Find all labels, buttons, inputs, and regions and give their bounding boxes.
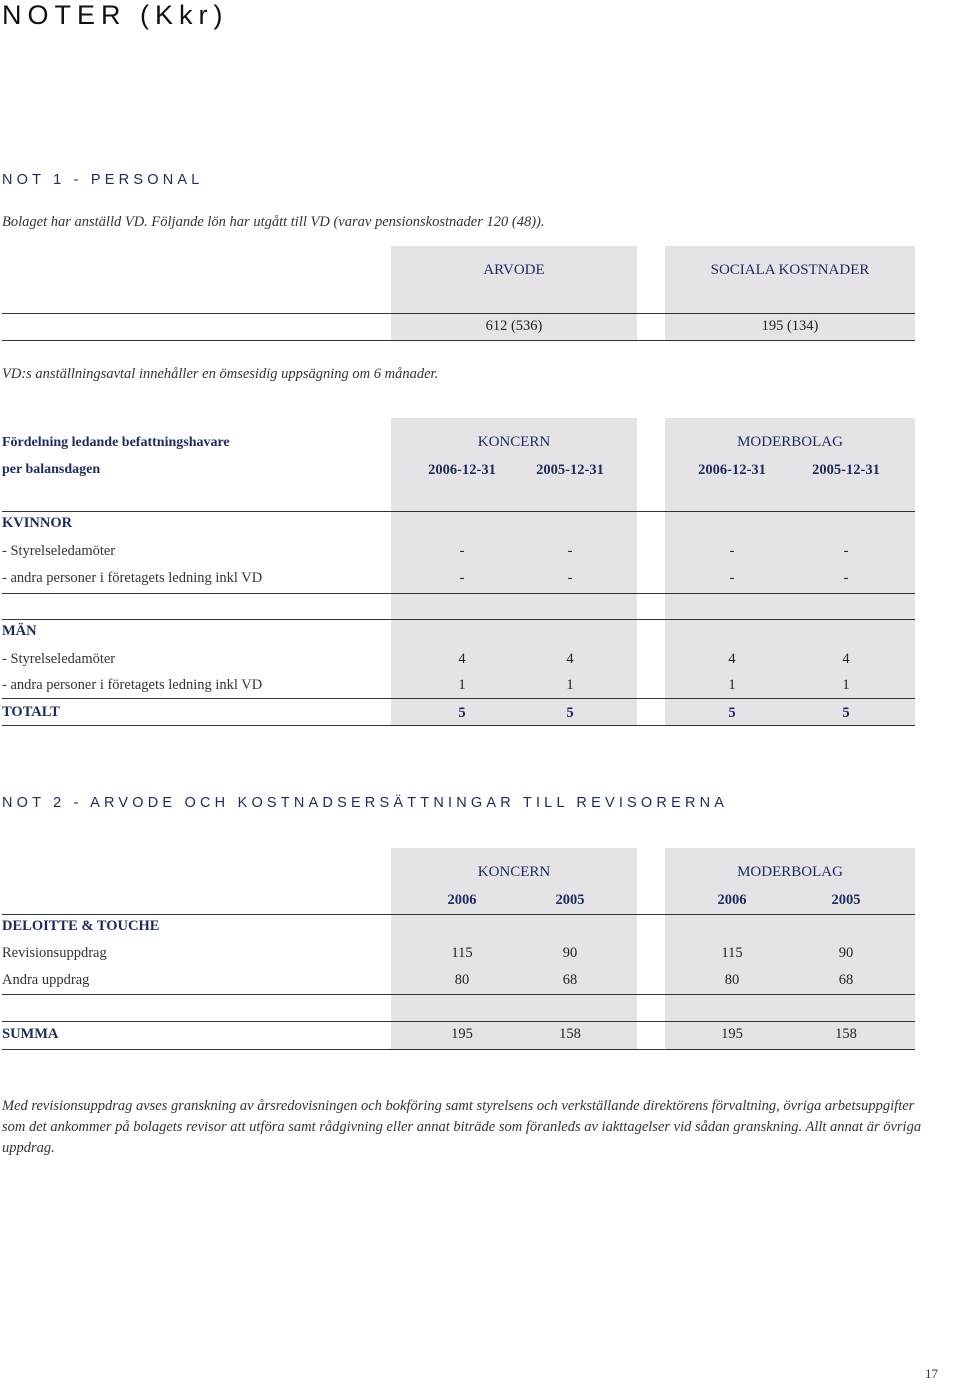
row-value: 115 <box>451 945 473 961</box>
summa-value: 195 <box>451 1026 473 1042</box>
row-value: 80 <box>454 972 470 988</box>
summa-value: 195 <box>721 1026 743 1042</box>
row-label: - andra personer i företagets ledning inkl VD <box>2 570 263 586</box>
deloitte-group-label: DELOITTE & TOUCHE <box>2 918 160 934</box>
divider <box>2 1021 915 1022</box>
row-value: - <box>459 543 465 559</box>
row-value: 1 <box>566 677 574 693</box>
row-value: 80 <box>724 972 740 988</box>
date-header: 2005-12-31 <box>536 462 604 478</box>
summa-value: 158 <box>559 1026 581 1042</box>
divider <box>2 725 915 726</box>
not2-footnote: Med revisionsuppdrag avses granskning av årsredovisningen och bokföring samt styrelsens och verkställande direktörens förvaltning, övriga arbetsuppgifter som det ankommer på bolagets revisor att utföra samt rådgivning eller annat biträde som föranleds av iakttagelser vid sådan granskning. Allt annat är övriga uppdrag. <box>2 1098 922 1156</box>
col-sociala-header: SOCIALA KOSTNADER <box>710 262 870 278</box>
totalt-value: 5 <box>842 705 850 721</box>
divider <box>2 1049 915 1050</box>
date-header: 2005-12-31 <box>812 462 880 478</box>
row-value: 68 <box>562 972 578 988</box>
row-value: 90 <box>838 945 854 961</box>
moderbolag-header: MODERBOLAG <box>737 864 843 880</box>
totalt-value: 5 <box>728 705 736 721</box>
row-label: Andra uppdrag <box>2 972 90 988</box>
koncern-header: KONCERN <box>477 864 551 880</box>
row-value: 4 <box>842 651 850 667</box>
kvinnor-group-label: KVINNOR <box>2 515 73 531</box>
fordelning-label-1: Fördelning ledande befattningshavare <box>2 435 230 450</box>
totalt-value: 5 <box>566 705 574 721</box>
not1-heading: NOT 1 - PERSONAL <box>2 172 204 188</box>
row-label: - andra personer i företagets ledning inkl VD <box>2 677 263 693</box>
divider <box>2 619 915 620</box>
not2-heading: NOT 2 - ARVODE OCH KOSTNADSERSÄTTNINGAR TILL REVISORERNA <box>2 795 729 811</box>
year-header: 2005 <box>831 892 861 908</box>
year-header: 2006 <box>717 892 747 908</box>
year-header: 2005 <box>555 892 585 908</box>
row-value: - <box>843 570 849 586</box>
row-value: 68 <box>838 972 854 988</box>
divider <box>2 593 915 594</box>
row-label: Revisionsuppdrag <box>2 945 107 961</box>
not1-intro: Bolaget har anställd VD. Följande lön har utgått till VD (varav pensionskostnader 120 (48)). <box>2 214 545 230</box>
row-value: 1 <box>458 677 466 693</box>
row-value: - <box>729 543 735 559</box>
row-value: 90 <box>562 945 578 961</box>
row-value: 1 <box>728 677 736 693</box>
divider <box>2 914 915 915</box>
divider <box>2 994 915 995</box>
page-number: 17 <box>925 1366 938 1381</box>
date-header: 2006-12-31 <box>698 462 766 478</box>
divider <box>2 313 915 314</box>
year-header: 2006 <box>447 892 477 908</box>
date-header: 2006-12-31 <box>428 462 496 478</box>
col-arvode-header: ARVODE <box>483 262 545 278</box>
row-value: 4 <box>728 651 736 667</box>
row-value: 115 <box>721 945 743 961</box>
row-value: - <box>843 543 849 559</box>
val-arvode: 612 (536) <box>485 318 543 334</box>
man-group-label: MÄN <box>2 623 37 639</box>
totalt-value: 5 <box>458 705 466 721</box>
not1-agreement: VD:s anställningsavtal innehåller en ömsesidig uppsägning om 6 månader. <box>2 366 439 382</box>
divider <box>2 511 915 512</box>
row-value: - <box>567 543 573 559</box>
divider <box>2 698 915 699</box>
divider <box>2 340 915 341</box>
row-value: - <box>567 570 573 586</box>
page-title: NOTER (Kkr) <box>2 0 229 30</box>
row-value: 4 <box>458 651 466 667</box>
row-label: - Styrelseledamöter <box>2 651 116 667</box>
summa-label: SUMMA <box>2 1026 59 1042</box>
row-value: 4 <box>566 651 574 667</box>
totalt-label: TOTALT <box>2 704 60 720</box>
fordelning-label-2: per balansdagen <box>2 462 101 477</box>
row-value: - <box>729 570 735 586</box>
row-label: - Styrelseledamöter <box>2 543 116 559</box>
moderbolag-header: MODERBOLAG <box>737 434 843 450</box>
row-value: 1 <box>842 677 850 693</box>
row-value: - <box>459 570 465 586</box>
summa-value: 158 <box>835 1026 857 1042</box>
koncern-header: KONCERN <box>477 434 551 450</box>
val-sociala: 195 (134) <box>761 318 819 334</box>
